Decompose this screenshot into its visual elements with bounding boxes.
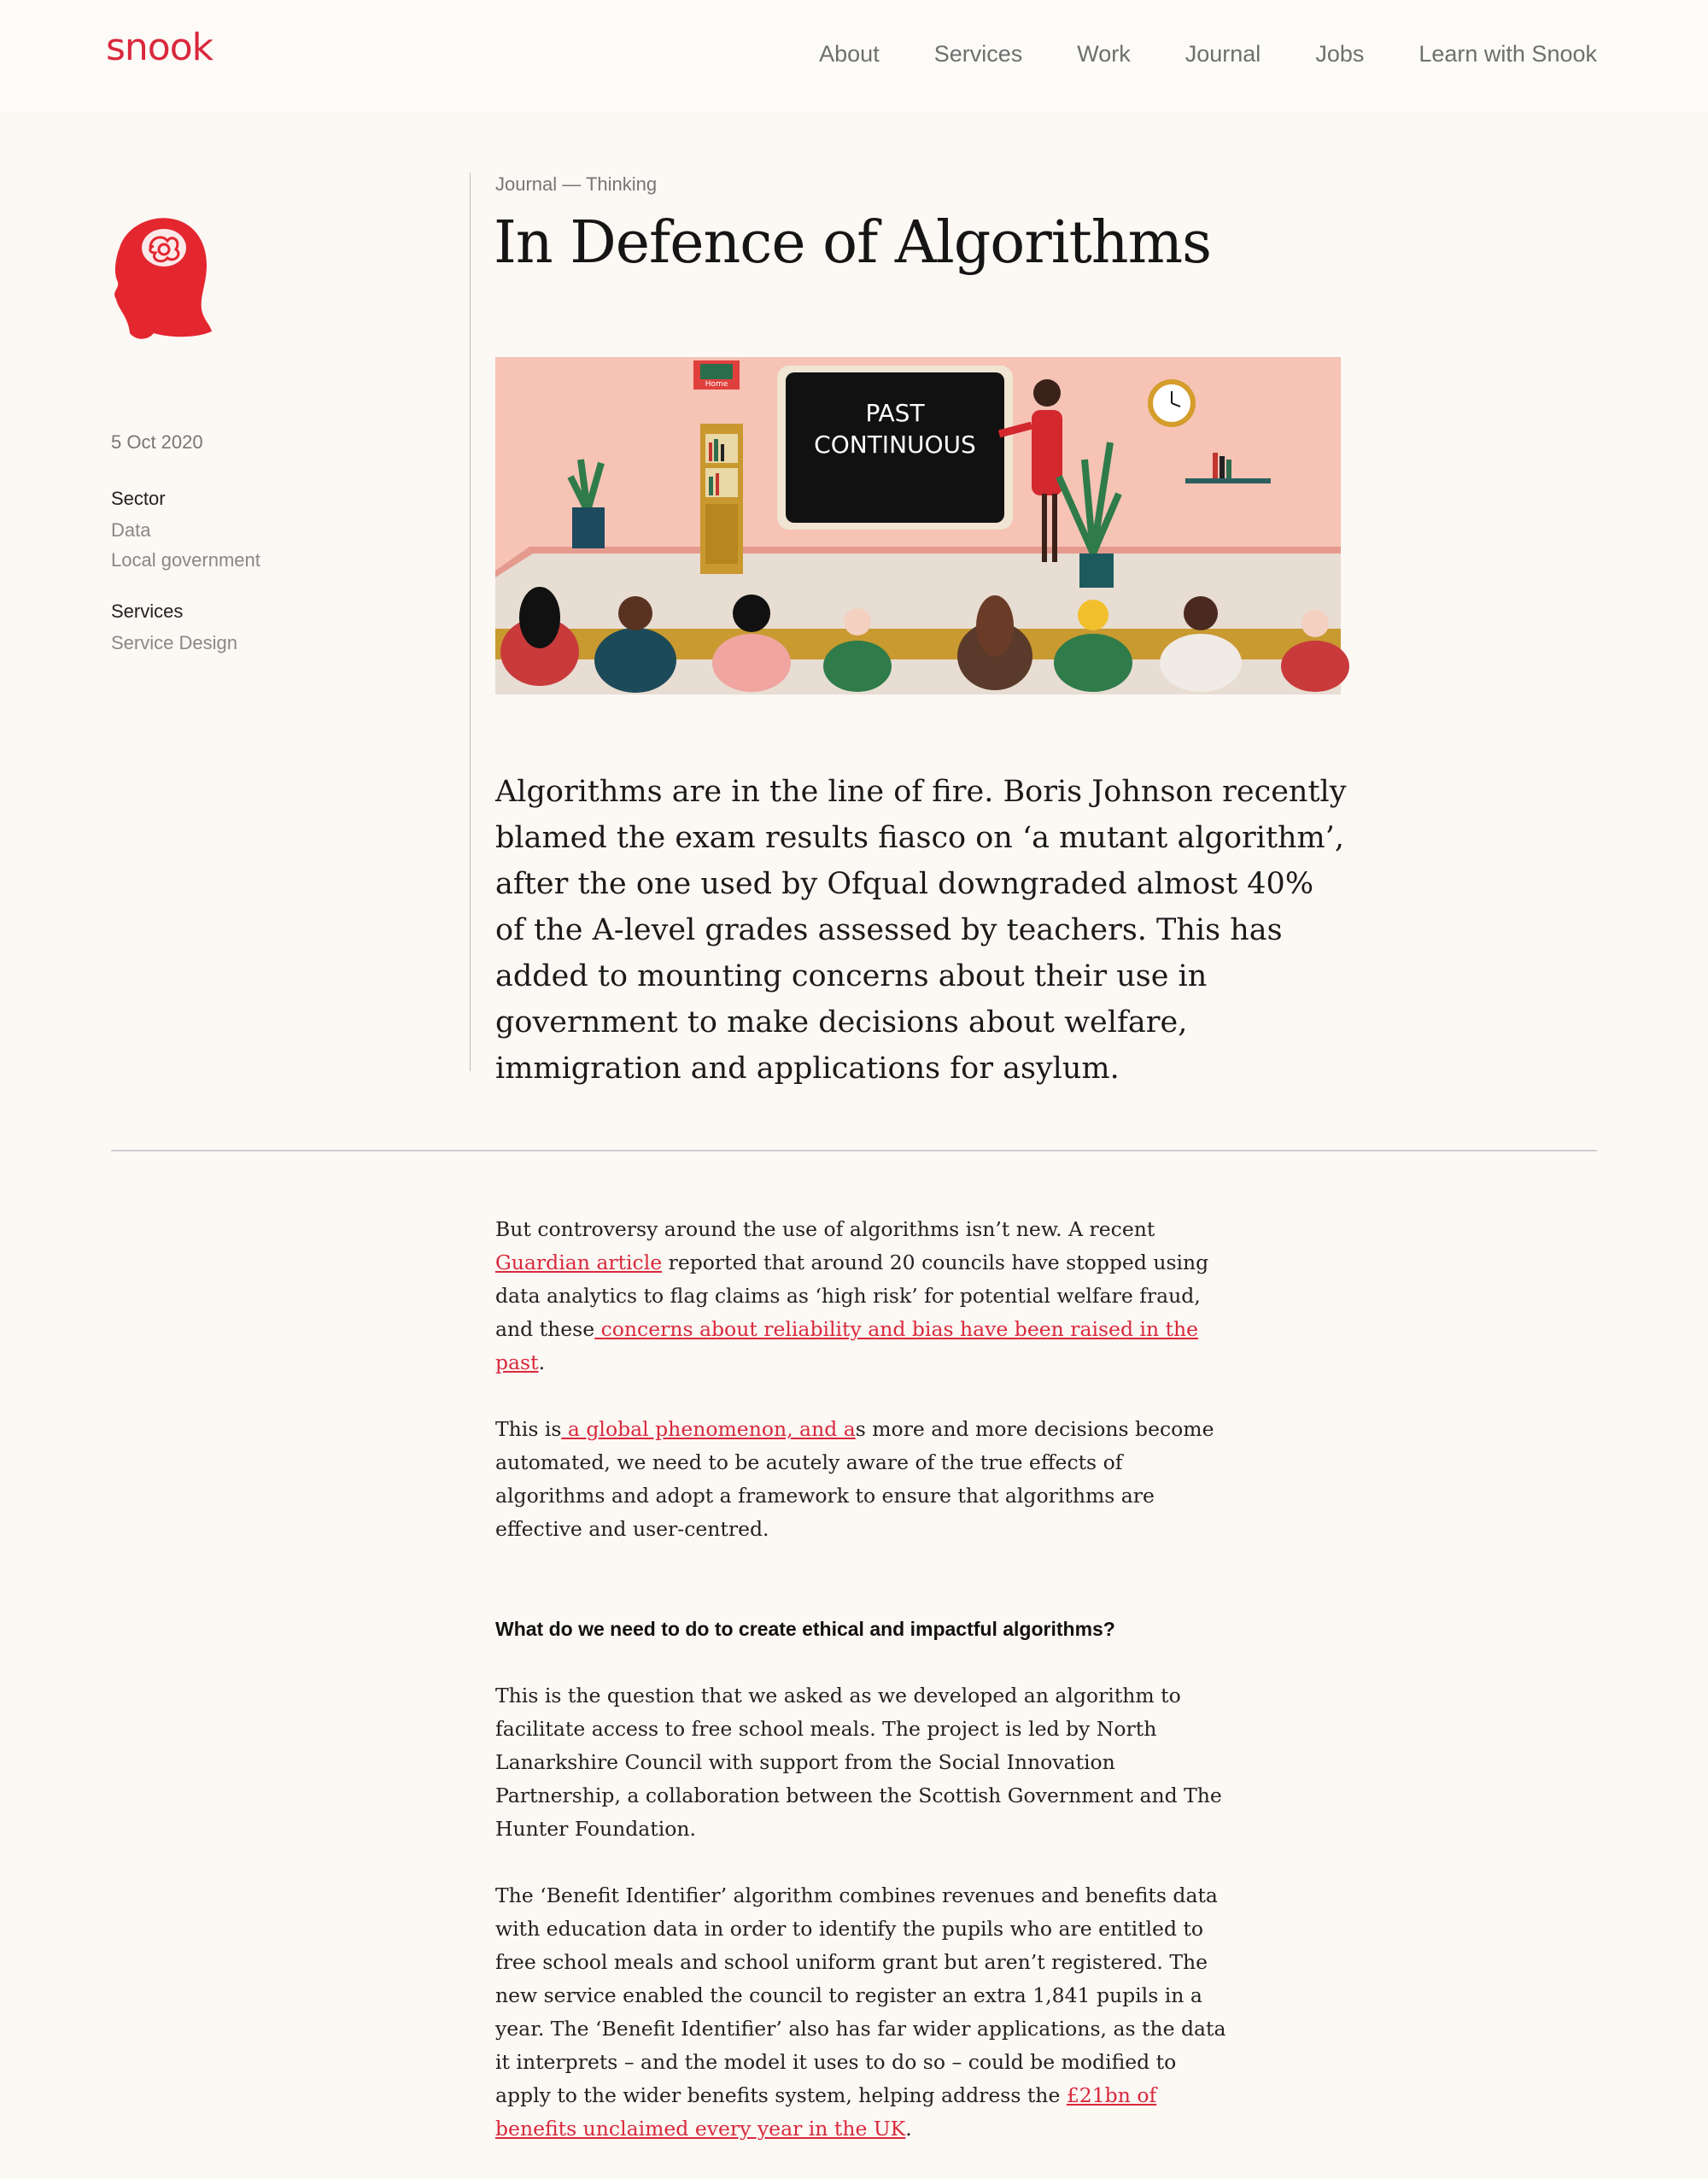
- p1-text-1: But controversy around the use of algorithms isn’t new. A recent: [495, 1217, 1155, 1241]
- sector-group: [111, 488, 418, 575]
- p1-text-2: reported that around 20 councils have stopped using data analytics to flag claims as ‘high risk’ for potential welfare fraud, and these: [495, 1251, 1209, 1341]
- section-heading: What do we need to do to create ethical and impactful algorithms?: [495, 1618, 1115, 1640]
- sector-label: Sector: [111, 488, 166, 509]
- paragraph-3: This is the question that we asked as we developed an algorithm to facilitate access to free school meals. The project is led by North Lanarkshire Council with support from the Social Innovation Partnership, a collaboration between the Scottish Government and The Hunter Foundation.: [495, 1684, 1222, 1841]
- sector-data[interactable]: Data: [111, 519, 151, 541]
- article-sidebar: [111, 214, 418, 683]
- snook-logo[interactable]: snook: [106, 26, 214, 69]
- paragraph-2: [495, 1413, 1230, 1546]
- service-service-design[interactable]: Service Design: [111, 632, 237, 653]
- board-text-continuous: CONTINUOUS: [814, 431, 976, 459]
- p2-text-1: This is: [495, 1417, 562, 1441]
- page-title: In Defence of Algorithms: [494, 209, 1211, 277]
- breadcrumb[interactable]: Journal — Thinking: [495, 173, 658, 195]
- guardian-article-link[interactable]: Guardian article: [495, 1251, 663, 1274]
- author-head-icon: [111, 214, 214, 342]
- nav-about[interactable]: About: [819, 41, 880, 67]
- section-divider: [111, 1150, 1597, 1151]
- paragraph-1: [495, 1213, 1230, 1379]
- services-label: Services: [111, 600, 184, 622]
- unclaimed-benefits-link[interactable]: £21bn of benefits unclaimed every year in the UK: [495, 2083, 1157, 2141]
- hero-sign-text: Home: [705, 380, 728, 389]
- article-body: [495, 1213, 1230, 2179]
- classroom-illustration: [495, 357, 1341, 694]
- sector-local-government[interactable]: Local government: [111, 549, 260, 571]
- p4-text-1: The ‘Benefit Identifier’ algorithm combines revenues and benefits data with education data in order to identify the pupils who are entitled to free school meals and school uniform grant but aren’t registered. The new service enabled the council to register an extra 1,841 pupils in a year. The ‘Benefit Identifier’ also has far wider applications, as the data it interprets – and the model it uses to do so – could be modified to apply to the wider benefits system, helping address the: [495, 1883, 1226, 2107]
- nav-work[interactable]: Work: [1077, 41, 1131, 67]
- nav-learn-with-snook[interactable]: Learn with Snook: [1418, 41, 1597, 67]
- p1-text-3: .: [538, 1350, 546, 1374]
- nav-jobs[interactable]: Jobs: [1315, 41, 1365, 67]
- intro-paragraph: Algorithms are in the line of fire. Boris Johnson recently blamed the exam results fiasco on ‘a mutant algorithm’, after the one used by Ofqual downgraded almost 40% of the A-level grades assessed by teachers. This has added to mounting concerns about their use in government to make decisions about welfare, immigration and applications for asylum.: [495, 775, 1347, 1086]
- concerns-link[interactable]: concerns about reliability and bias have been raised in the past: [495, 1317, 1199, 1374]
- site-header: [0, 0, 1708, 111]
- p4-text-2: .: [905, 2117, 912, 2141]
- nav-journal[interactable]: Journal: [1184, 41, 1261, 67]
- vertical-divider: [470, 173, 471, 1071]
- nav-services[interactable]: Services: [933, 41, 1023, 67]
- global-phenomenon-link[interactable]: a global phenomenon, and a: [561, 1417, 856, 1441]
- main-nav: [819, 41, 1597, 67]
- paragraph-4: [495, 1879, 1230, 2146]
- services-group: [111, 600, 418, 658]
- article-date: 5 Oct 2020: [111, 431, 203, 453]
- board-text-past: PAST: [865, 399, 925, 427]
- hero-illustration: [495, 357, 1341, 694]
- p2-text-2: s more and more decisions become automated, we need to be acutely aware of the true effects of algorithms and adopt a framework to ensure that algorithms are effective and user-centred.: [495, 1417, 1214, 1541]
